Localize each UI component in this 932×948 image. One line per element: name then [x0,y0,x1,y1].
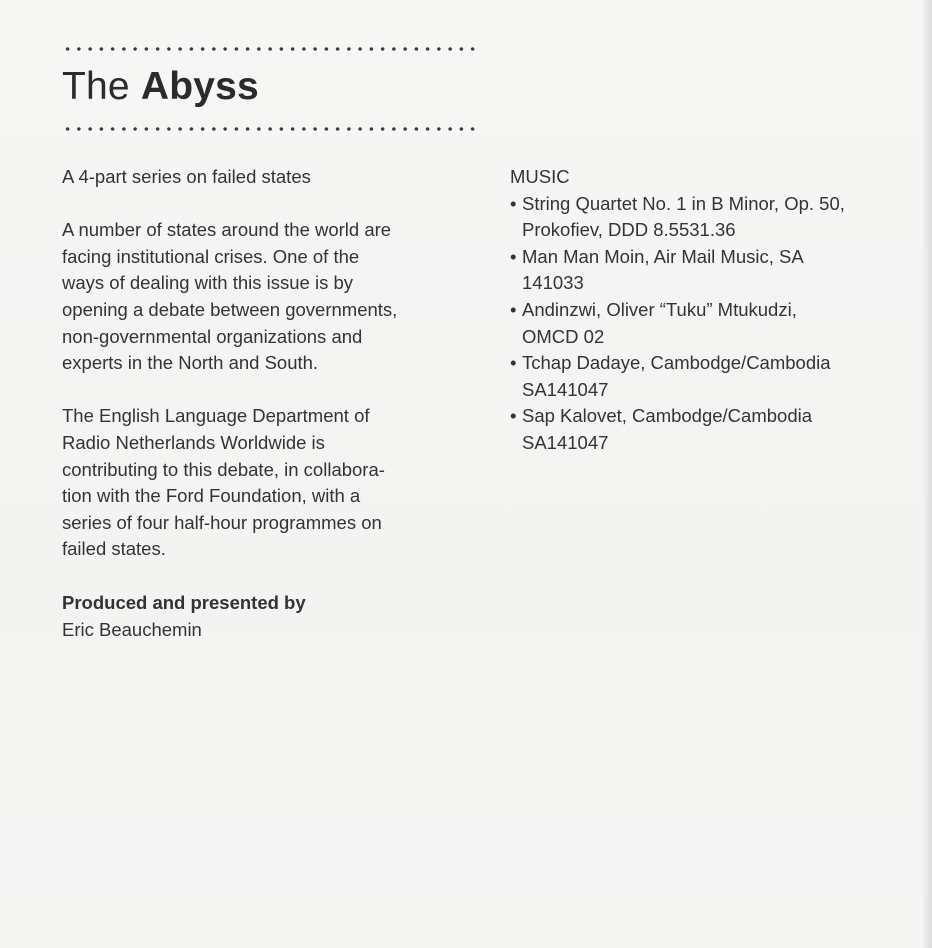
music-list [510,191,920,457]
intro-line: non-governmental organizations and [62,325,363,347]
music-column [510,164,920,457]
music-item [510,297,920,350]
department-line: failed states. [62,538,166,560]
music-item-line: OMCD 02 [522,325,605,347]
page-title [62,62,259,112]
intro-line: opening a debate between governments, [62,298,398,320]
music-heading: MUSIC [510,166,570,187]
department-line: The English Language Department of [62,405,370,427]
department-line: contributing to this debate, in collabora- [62,458,385,480]
music-item-line: SA141047 [522,378,609,400]
description-column [62,164,482,643]
music-item [510,244,920,297]
dotted-rule-bottom [62,126,478,132]
music-item-line: 141033 [522,272,584,294]
intro-paragraph [62,217,482,377]
intro-line: ways of dealing with this issue is by [62,272,353,294]
music-item-line: • Sap Kalovet, Cambodge/Cambodia [522,405,813,427]
dotted-rule-top [62,46,478,52]
department-line: tion with the Ford Foundation, with a [62,485,361,507]
department-line: Radio Netherlands Worldwide is [62,431,325,453]
music-item [510,191,920,244]
music-item-line: • Man Man Moin, Air Mail Music, SA [522,245,804,267]
music-item-line: • Tchap Dadaye, Cambodge/Cambodia [522,352,831,374]
title-prefix: The [62,65,141,108]
music-item-line: • String Quartet No. 1 in B Minor, Op. 50, [522,192,845,214]
music-item-line: Prokofiev, DDD 8.5531.36 [522,219,736,241]
music-item [510,403,920,456]
department-line: series of four half-hour programmes on [62,511,382,533]
music-item [510,350,920,403]
page-edge-shadow [922,0,932,948]
series-subtitle: A 4-part series on failed states [62,166,311,187]
title-bold: Abyss [140,65,259,108]
intro-line: experts in the North and South. [62,352,319,374]
music-item-line: SA141047 [522,431,609,453]
produced-heading: Produced and presented by [62,591,306,613]
music-item-line: • Andinzwi, Oliver “Tuku” Mtukudzi, [522,298,797,320]
intro-line: A number of states around the world are [62,219,392,241]
intro-line: facing institutional crises. One of the [62,245,360,267]
department-paragraph [62,403,482,563]
presenter-name: Eric Beauchemin [62,618,202,640]
